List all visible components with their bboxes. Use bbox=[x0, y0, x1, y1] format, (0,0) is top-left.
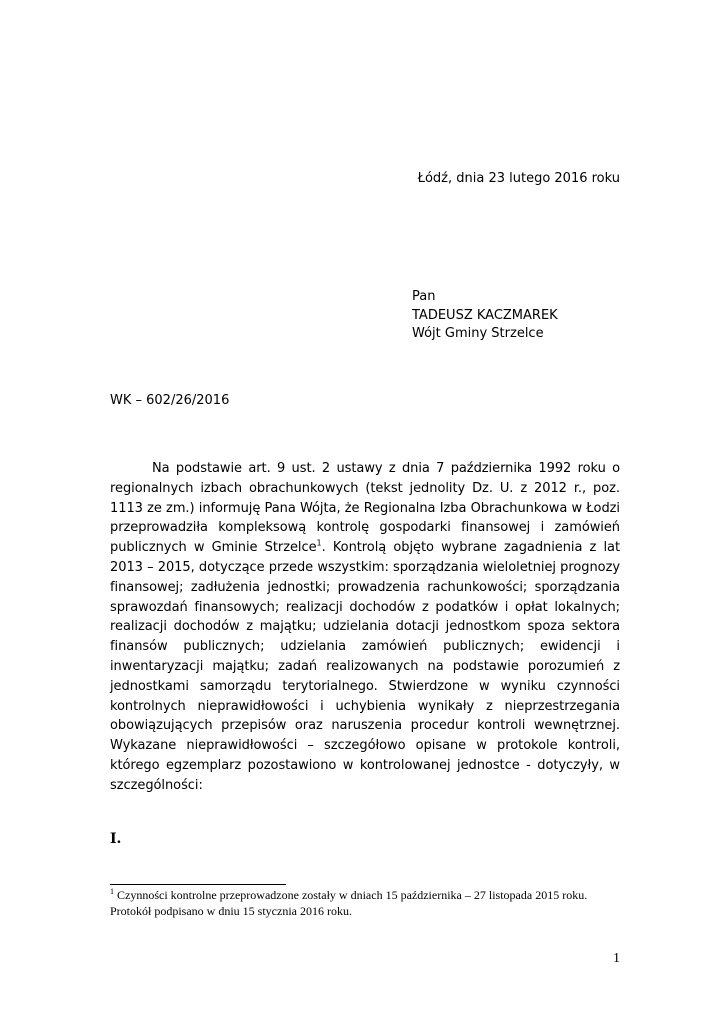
footnote-reference-marker: 1 bbox=[316, 538, 322, 548]
footnote-line-1 bbox=[110, 888, 620, 904]
recipient-position: Wójt Gminy Strzelce bbox=[412, 326, 544, 341]
footnote-text-2: Protokół podpisano w dniu 15 stycznia 2016 roku. bbox=[110, 903, 352, 918]
recipient-block bbox=[412, 288, 558, 344]
footnote bbox=[110, 888, 620, 919]
document-date: Łódź, dnia 23 lutego 2016 roku bbox=[417, 171, 620, 186]
footnote-text-1: Czynności kontrolne przeprowadzone zostały w dniach 15 października – 27 listopada 2015 roku. bbox=[114, 888, 588, 902]
recipient-name: TADEUSZ KACZMAREK bbox=[412, 307, 558, 323]
body-paragraph-part-1: Na podstawie art. 9 ust. 2 ustawy z dnia 7 października 1992 roku o regionalnych izbach obrachunkowych (tekst jednolity Dz. U. z 2012 r., poz. 1113 ze zm.) informuję Pana Wójta, że Regionalna Izba Obrachunkowa w Łodzi przeprowadziła kompleksową kontrolę gospodarki finansowej i zamówień publicznych w Gminie Strzelce bbox=[110, 461, 620, 556]
body-paragraph bbox=[110, 459, 620, 796]
section-heading: I. bbox=[110, 831, 122, 847]
recipient-salutation: Pan bbox=[412, 289, 436, 304]
page-number: 1 bbox=[613, 951, 620, 966]
reference-number: WK – 602/26/2016 bbox=[110, 393, 230, 408]
footnote-marker: 1 bbox=[110, 887, 114, 896]
footnote-divider bbox=[110, 884, 286, 885]
body-paragraph-part-2: . Kontrolą objęto wybrane zagadnienia z lat 2013 – 2015, dotyczące przede wszystkim: sporządzania wieloletniej prognozy finansowej; zadłużenia jednostki; prowadzenia rachunkowości; sporządzania sprawozdań finansowych; realizacji dochodów z podatków i opłat lokalnych; realizacji dochodów z majątku; udzielania dotacji jednostkom spoza sektora finansów publicznych; udzielania zamówień publicznych; ewidencji i inwentaryzacji majątku; zadań realizowanych na podstawie porozumień z jednostkami samorządu terytorialnego. Stwierdzone w wyniku czynności kontrolnych nieprawidłowości i uchybienia wynikały z nieprzestrzegania obowiązujących przepisów oraz naruszenia procedur kontroli wewnętrznej. Wykazane nieprawidłowości – szczegółowo opisane w protokole kontroli, którego egzemplarz pozostawiono w kontrolowanej jednostce - dotyczyły, w szczególności: bbox=[110, 540, 621, 793]
